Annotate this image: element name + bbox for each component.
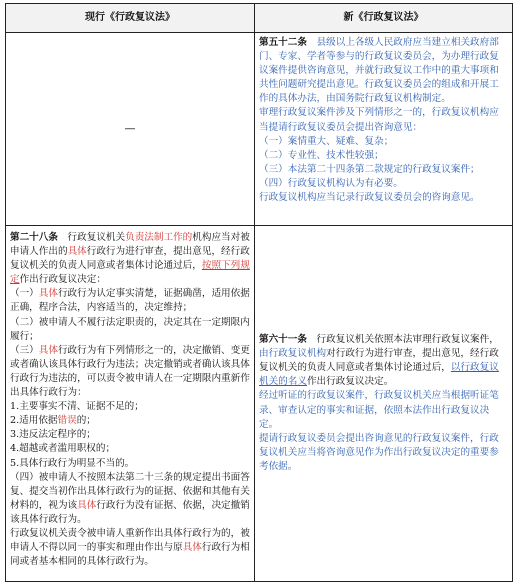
text-span: 作出行政复议决定： [19, 274, 106, 286]
text-span: 机构应当对被申请人作出的 [10, 232, 250, 258]
text-span: 作出行政复议决定。 [306, 376, 394, 388]
text-span: 行政复议机关 [57, 232, 126, 243]
article-52-para3: 行政复议机构应当记录行政复议委员会的咨询意见。 [259, 192, 480, 204]
text-span: 行政行为进行审查，提出意见，经行政复议机关的负责人同意或者集体讨论通过后， [10, 246, 250, 272]
deleted-text: 具体 [77, 499, 97, 511]
article-52-item-4: （四）行政复议机构认为有必要。 [259, 177, 403, 189]
text-span: 行政行为有下列情形之一的，决定撤销、变更或者确认该具体行政行为违法；决定撤销或者确认该具体行政行为违法的，可以责令被申请人在一定期限内重新作出具体行政行为： [10, 344, 250, 399]
article-52-para1 [259, 36, 508, 106]
article-52-heading: 第五十二条 [259, 37, 307, 48]
deleted-text: 负责法制工作的 [125, 232, 193, 243]
text-span: 行政复议机关责令被申请人重新作出具体行政行为的，被申请人不得以同一的事实和理由作出与原 [10, 527, 250, 554]
article-28-sub-2 [10, 414, 250, 428]
text-span: 2.适用依据 [10, 415, 58, 427]
new-law-cell-article-61 [255, 226, 513, 582]
text-span: （四）被申请人不按照本法第二十三条的规定提出书面答复、提交当初作出具体行政行为的证据、依据和其他有关材料的，视为该 [10, 471, 250, 511]
text-span: （三） [10, 344, 39, 356]
article-28-item-1 [10, 287, 250, 315]
article-28-sub-1: 1.主要事实不清、证据不足的； [10, 401, 144, 413]
deleted-text: 具体 [38, 344, 58, 356]
article-52-item-3: （三）本法第二十四条第二款规定的行政复议案件； [259, 163, 480, 175]
header-row [6, 4, 513, 33]
header-new-law: 新《行政复议法》 [255, 4, 513, 33]
article-61-para3: 提请行政复议委员会提出咨询意见的行政复议案件，行政复议机关应当将咨询意见作为作出行政复议决定的重要参考依据。 [259, 432, 499, 472]
deleted-text: 按照下列规定 [10, 260, 250, 286]
added-text: 由行政复议机构 [259, 348, 327, 360]
text-span: 行政行为没有证据、依据，决定撤销该具体行政行为。 [10, 499, 250, 525]
text-span: 行政复议机关依照本法审理行政复议案件， [306, 334, 499, 346]
table-row [6, 33, 513, 226]
article-28-sub-4: 4.超越或者滥用职权的； [10, 443, 116, 455]
article-28-item-4 [10, 471, 250, 527]
old-law-cell-empty: — [6, 33, 255, 226]
article-52-para2: 审理行政复议案件涉及下列情形之一的，行政复议机构应当提请行政复议委员会提出咨询意见： [259, 107, 499, 133]
article-28-heading: 第二十八条 [10, 232, 58, 243]
article-52-para1-text: 县级以上各级人民政府应当建立相关政府部门、专家、学者等参与的行政复议委员会，为办理行政复议案件提供咨询意见，并就行政复议工作中的重大事项和共性问题研究提出意见。行政复议委员会的组成和开展工作的具体办法，由国务院行政复议机构制定。 [259, 37, 499, 105]
text-span: 的； [76, 415, 96, 427]
article-52-item-2: （二）专业性、技术性较强； [259, 149, 384, 161]
table-row [6, 226, 513, 582]
article-61-heading: 第六十一条 [259, 334, 307, 346]
article-28-para5 [10, 527, 250, 569]
deleted-text: 具体 [182, 542, 202, 554]
article-61-para2: 经过听证的行政复议案件，行政复议机关应当根据听证笔录、审查认定的事实和证据，依照本法作出行政复议决定。 [259, 390, 499, 430]
text-span: 行政行为相同或者基本相同的具体行政行为。 [10, 542, 250, 568]
header-old-law: 现行《行政复议法》 [6, 4, 255, 33]
added-text: 以行政复议机关的名义 [259, 362, 499, 388]
new-law-cell-article-52 [255, 33, 513, 226]
article-28-item-3 [10, 344, 250, 400]
old-law-cell-article-28 [6, 226, 255, 582]
deleted-text: 错误 [57, 415, 77, 427]
text-span: （一） [10, 288, 39, 300]
deleted-text: 具体 [38, 288, 58, 300]
comparison-table [5, 3, 513, 582]
article-28-sub-3: 3.违反法定程序的； [10, 429, 96, 441]
article-61-para1 [259, 333, 508, 389]
text-span: 对行政行为进行审查，提出意见，经行政复议机关的负责人同意或者集体讨论通过后， [259, 348, 499, 374]
article-52-item-1: （一）案情重大、疑难、复杂； [259, 135, 394, 147]
deleted-text: 具体 [67, 246, 87, 258]
article-28-item-2: （二）被申请人不履行法定职责的，决定其在一定期限内履行； [10, 316, 250, 342]
text-span: 行政行为认定事实清楚，证据确凿，适用依据正确，程序合法，内容适当的，决定维持； [10, 288, 250, 314]
article-28-para1 [10, 231, 250, 287]
article-28-sub-5: 5.具体行政行为明显不当的。 [10, 457, 135, 469]
